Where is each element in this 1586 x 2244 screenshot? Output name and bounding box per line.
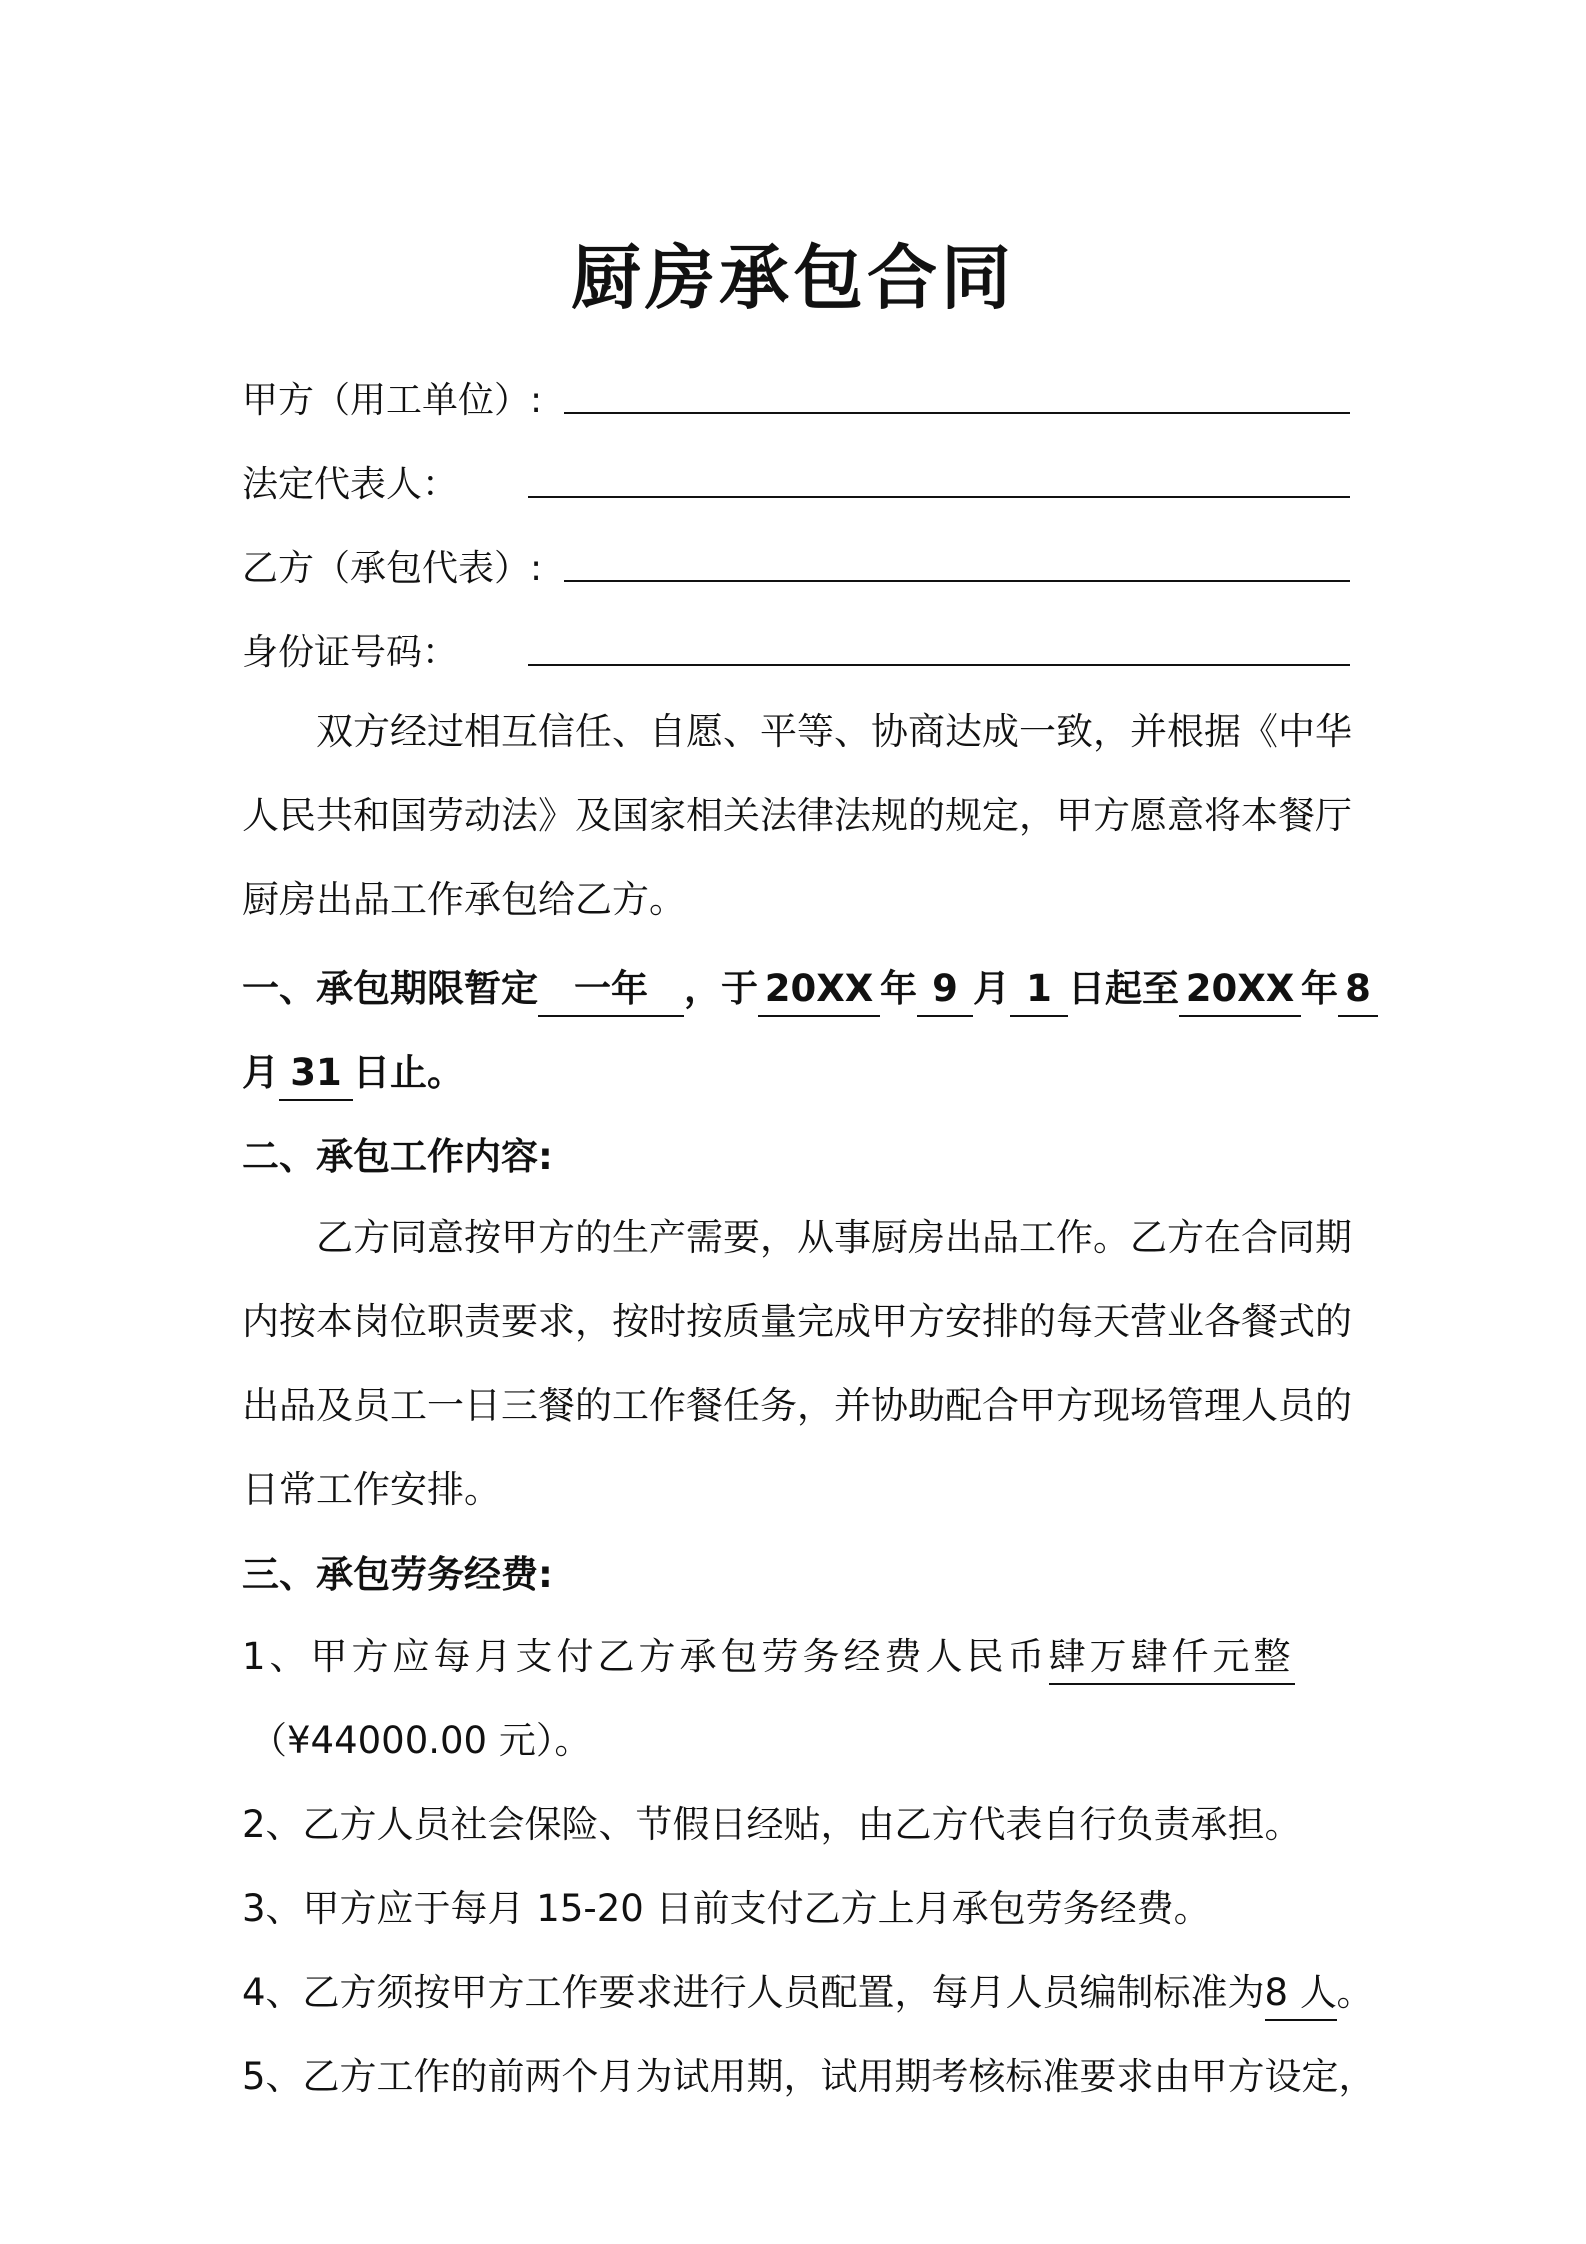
item4-prefix: 4、乙方须按甲方工作要求进行人员配置，每月人员编制标准为 [242,1971,1265,2014]
item1-line [242,1626,1295,1685]
party-a-label: 甲方（用工单位）: [242,380,543,421]
party-a-blank[interactable] [564,372,1350,414]
intro-paragraph: 双方经过相互信任、自愿、平等、协商达成一致，并根据《中华人民共和国劳动法》及国家相关法律法规的规定，甲方愿意将本餐厅厨房出品工作承包给乙方。 [242,710,1352,921]
section1-text-1: ，于 [684,967,758,1010]
item1-amount-words: 肆万肆仟元整 [1049,1631,1295,1685]
legal-rep-blank[interactable] [528,456,1350,498]
legal-rep-label: 法定代表人： [242,464,459,505]
term-field: 一年 [538,963,684,1017]
end-year-field: 20XX [1179,963,1301,1017]
section2-heading: 二、承包工作内容: [242,1135,553,1178]
end-day-field: 31 [279,1047,353,1101]
item1-prefix: 1、甲方应每月支付乙方承包劳务经费人民币 [242,1635,1049,1678]
item1-amount-number: （¥44000.00 元）。 [250,1719,592,1762]
section1-text-5: 年 [1301,967,1338,1010]
section1-text-4: 日起至 [1068,967,1179,1010]
item5-line: 5、乙方工作的前两个月为试用期，试用期考核标准要求由甲方设定， [242,2055,1376,2098]
item2-line: 2、乙方人员社会保险、节假日经贴，由乙方代表自行负责承担。 [242,1803,1302,1846]
end-month-field: 8 [1338,963,1378,1017]
section1-line1 [242,958,1378,1017]
section1-text-2: 年 [880,967,917,1010]
section1-text-6: 月 [242,1051,279,1094]
start-day-field: 1 [1010,963,1068,1017]
id-number-label: 身份证号码： [242,632,459,673]
item4-line [242,1962,1374,2021]
document-title: 厨房承包合同 [571,237,1015,319]
section3-heading: 三、承包劳务经费: [242,1553,553,1596]
party-b-label: 乙方（承包代表）: [242,548,543,589]
section1-prefix: 一、承包期限暂定 [242,967,538,1010]
item4-suffix: 。 [1336,1971,1374,2014]
id-number-blank[interactable] [528,624,1350,666]
start-year-field: 20XX [758,963,880,1017]
start-month-field: 9 [917,963,973,1017]
item3-line: 3、甲方应于每月 15-20 日前支付乙方上月承包劳务经费。 [242,1887,1211,1930]
section1-line2 [242,1042,464,1101]
section1-text-7: 日止。 [353,1051,464,1094]
section2-body: 乙方同意按甲方的生产需要，从事厨房出品工作。乙方在合同期内按本岗位职责要求，按时按质量完成甲方安排的每天营业各餐式的出品及员工一日三餐的工作餐任务，并协助配合甲方现场管理人员的日常工作安排。 [242,1216,1352,1511]
party-b-blank[interactable] [564,540,1350,582]
staff-count-field: 8 人 [1265,1967,1337,2021]
section1-text-3: 月 [973,967,1010,1010]
